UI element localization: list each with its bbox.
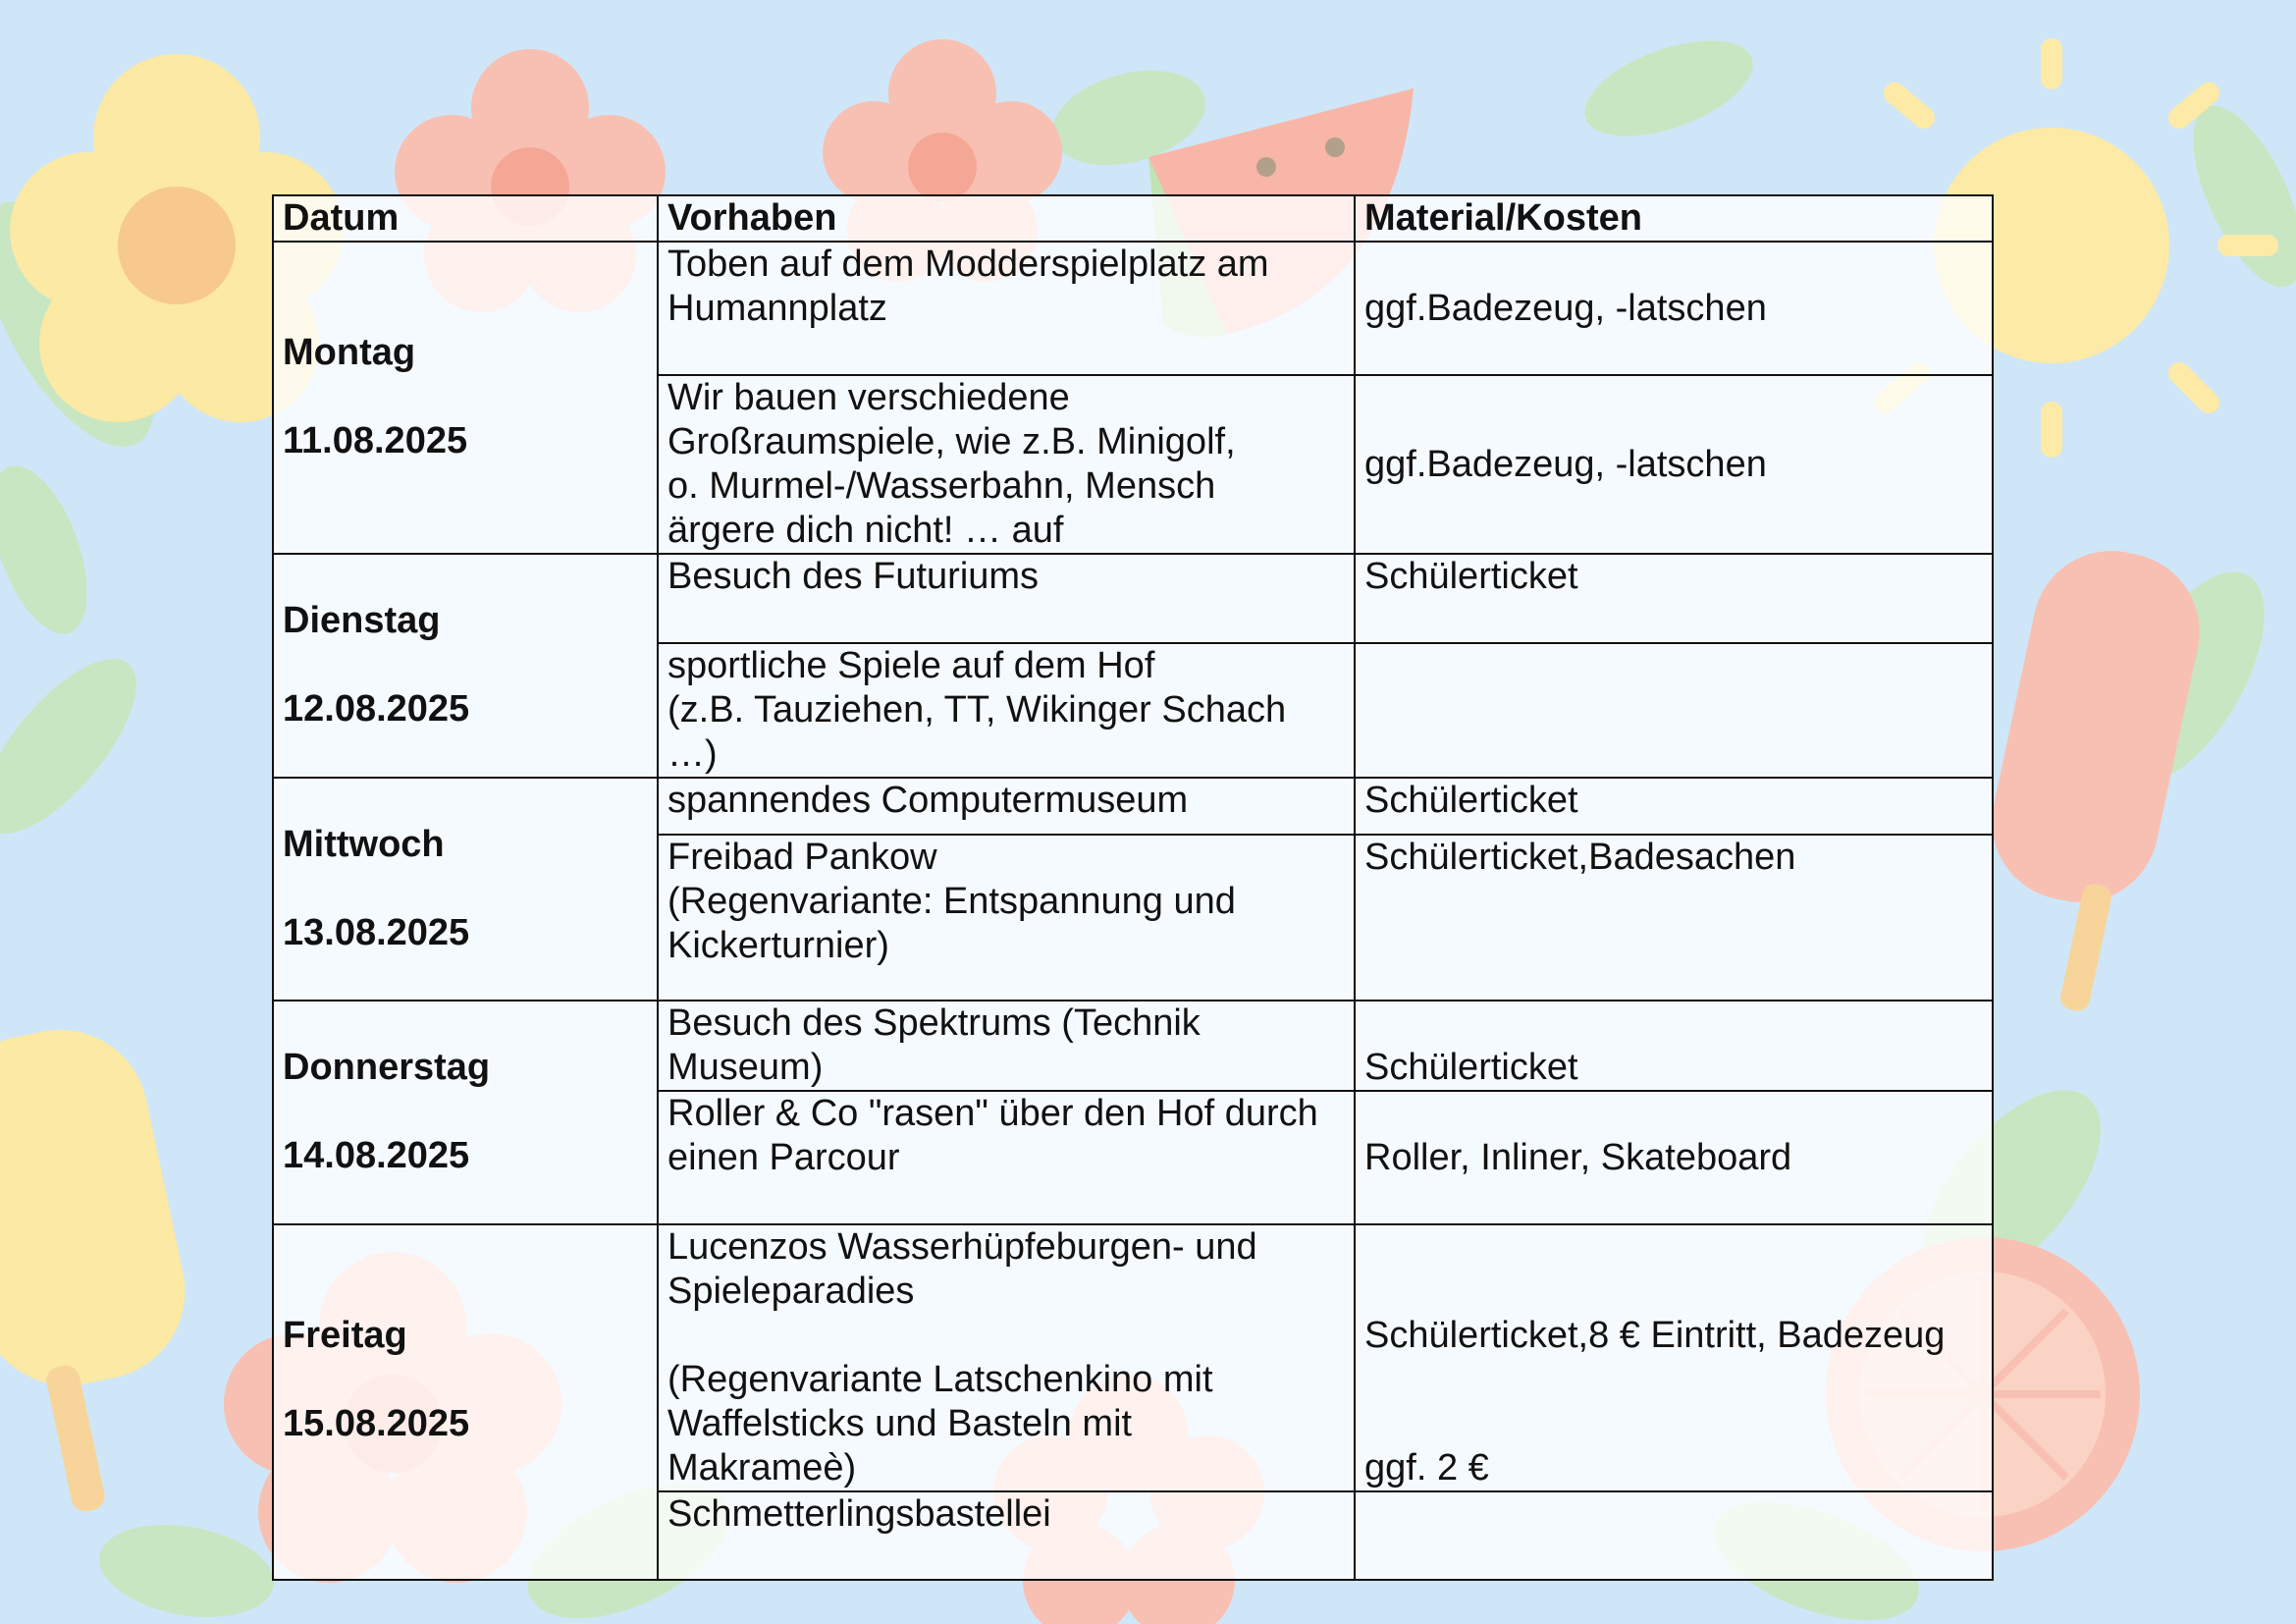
day-name: Freitag xyxy=(283,1315,407,1356)
day-date: 14.08.2025 xyxy=(283,1135,470,1176)
day-date: 13.08.2025 xyxy=(283,912,470,953)
table-header-row xyxy=(273,195,1993,242)
day-cell xyxy=(273,242,658,554)
material-cell: Schülerticket,Badesachen xyxy=(1355,835,1993,1001)
material-cell xyxy=(1355,1491,1993,1580)
day-date: 15.08.2025 xyxy=(283,1403,470,1444)
activity-cell: Wir bauen verschiedene Großraumspiele, wie z.B. Minigolf, o. Murmel-/Wasserbahn, Mensch ärgere dich nicht! … auf xyxy=(658,375,1355,554)
activity-cell: Schmetterlingsbastellei xyxy=(658,1491,1355,1580)
material-cell: Roller, Inliner, Skateboard xyxy=(1355,1091,1993,1224)
day-date: 11.08.2025 xyxy=(283,420,468,461)
day-name: Donnerstag xyxy=(283,1047,491,1088)
material-cell xyxy=(1355,1224,1993,1491)
holiday-schedule-table xyxy=(272,194,1994,1581)
activity-cell: sportliche Spiele auf dem Hof (z.B. Tauziehen, TT, Wikinger Schach …) xyxy=(658,643,1355,778)
day-cell xyxy=(273,554,658,778)
column-header-date: Datum xyxy=(273,195,658,242)
material-cell xyxy=(1355,643,1993,778)
day-name: Montag xyxy=(283,332,416,373)
material-cell: Schülerticket xyxy=(1355,554,1993,643)
day-cell xyxy=(273,778,658,1001)
activity-cell: Lucenzos Wasserhüpfeburgen- und Spieleparadies (Regenvariante Latschenkino mit Waffelsticks und Basteln mit Makrameè) xyxy=(658,1224,1355,1491)
day-name: Dienstag xyxy=(283,600,441,641)
table-row xyxy=(273,1224,1993,1491)
column-header-material: Material/Kosten xyxy=(1355,195,1993,242)
day-cell xyxy=(273,1224,658,1580)
material-cell: ggf.Badezeug, -latschen xyxy=(1355,242,1993,375)
table-row xyxy=(273,554,1993,643)
activity-cell: Freibad Pankow (Regenvariante: Entspannung und Kickerturnier) xyxy=(658,835,1355,1001)
table-row xyxy=(273,1001,1993,1091)
material-cell: Schülerticket xyxy=(1355,778,1993,835)
day-name: Mittwoch xyxy=(283,824,445,865)
activity-cell: Toben auf dem Modderspielplatz am Humannplatz xyxy=(658,242,1355,375)
day-cell xyxy=(273,1001,658,1224)
column-header-plan: Vorhaben xyxy=(658,195,1355,242)
material-cell: ggf.Badezeug, -latschen xyxy=(1355,375,1993,554)
day-date: 12.08.2025 xyxy=(283,688,470,730)
table-row xyxy=(273,778,1993,835)
table-row xyxy=(273,242,1993,375)
activity-cell: Besuch des Spektrums (Technik Museum) xyxy=(658,1001,1355,1091)
activity-cell: Roller & Co "rasen" über den Hof durch einen Parcour xyxy=(658,1091,1355,1224)
activity-cell: spannendes Computermuseum xyxy=(658,778,1355,835)
activity-cell: Besuch des Futuriums xyxy=(658,554,1355,643)
material-cell: Schülerticket xyxy=(1355,1001,1993,1091)
material-extra-text: ggf. 2 € xyxy=(1364,1447,1489,1489)
material-text: Schülerticket,8 € Eintritt, Badezeug xyxy=(1364,1315,1946,1356)
